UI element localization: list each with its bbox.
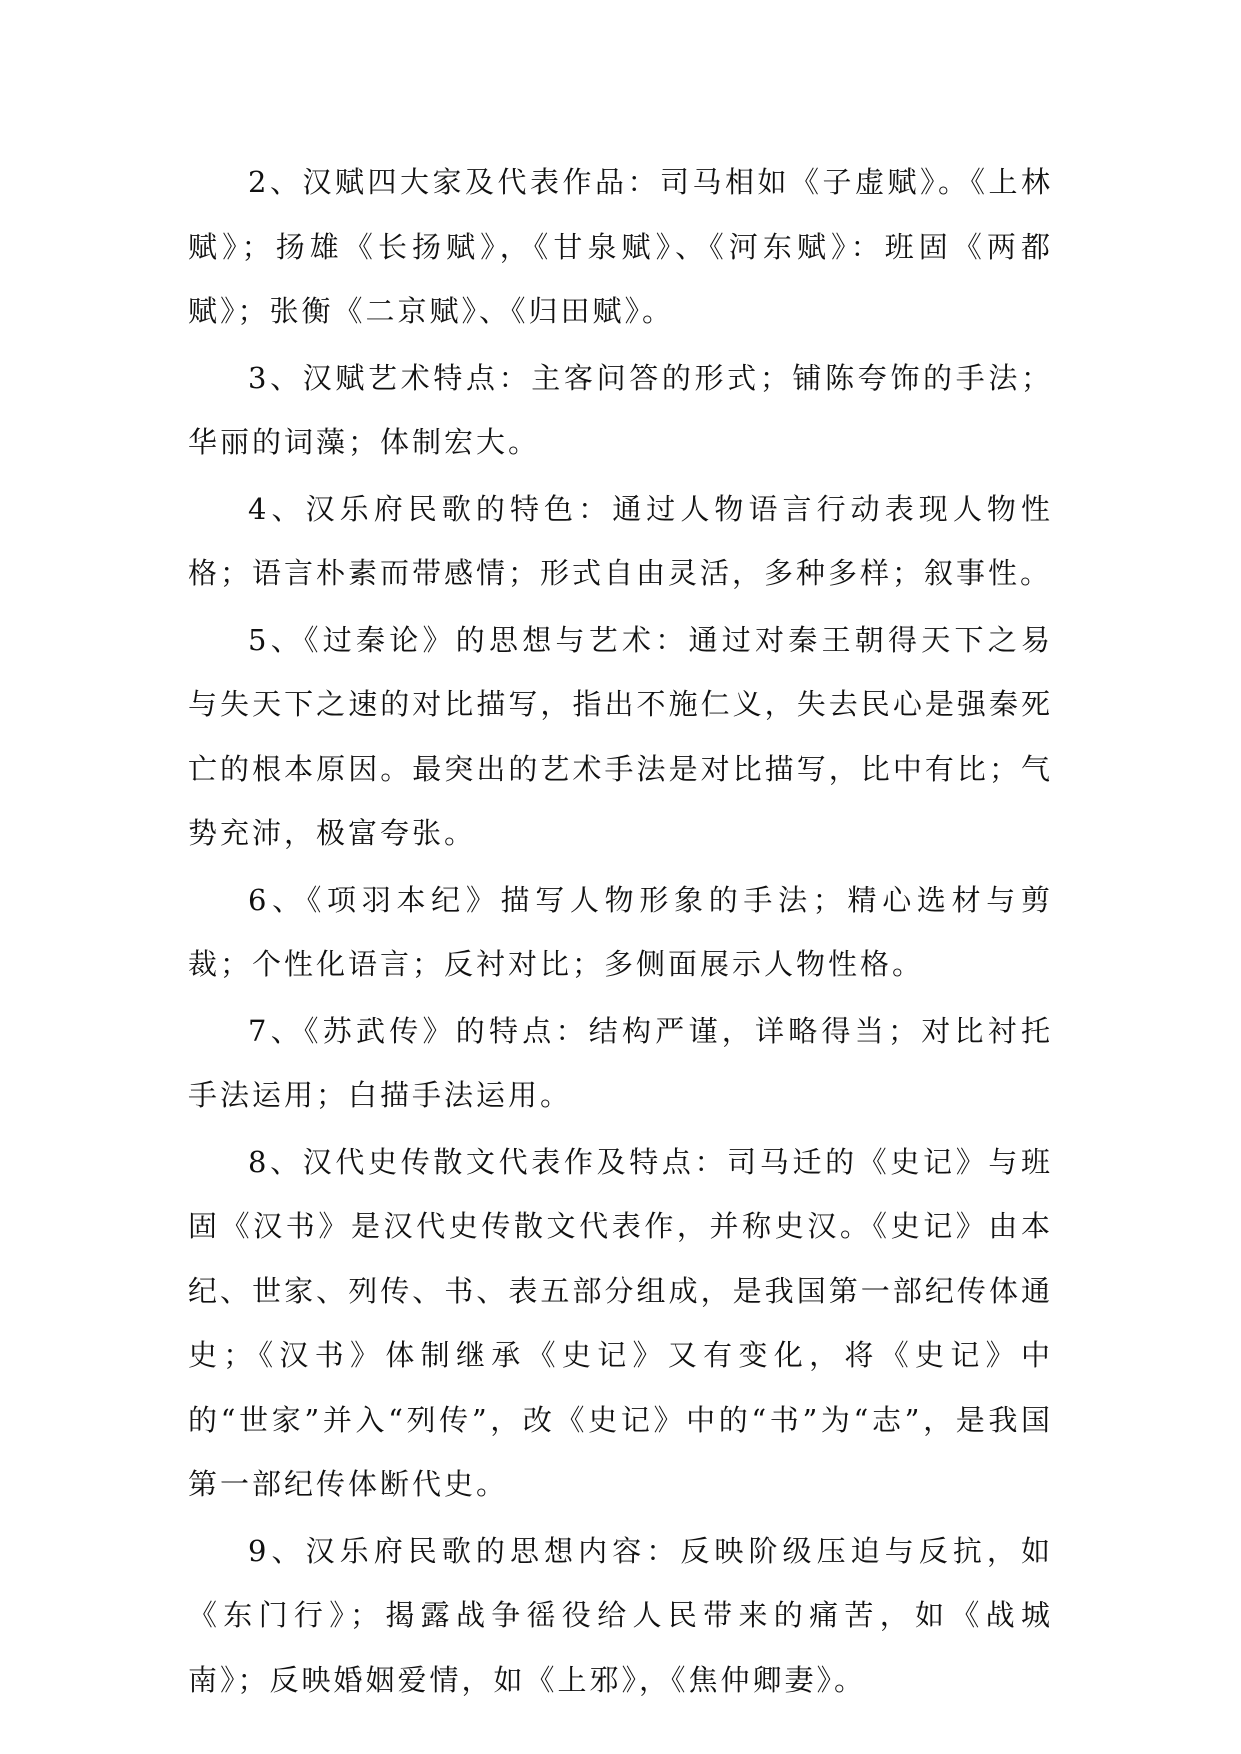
paragraph-item-7: 7、《苏武传》的特点：结构严谨，详略得当；对比衬托手法运用；白描手法运用。 <box>188 1013 1053 1112</box>
paragraph-item-4: 4、汉乐府民歌的特色：通过人物语言行动表现人物性格；语言朴素而带感情；形式自由灵活，多种多样；叙事性。 <box>188 491 1053 590</box>
paragraph-item-6: 6、《项羽本纪》描写人物形象的手法；精心选材与剪裁；个性化语言；反衬对比；多侧面展示人物性格。 <box>188 882 1053 981</box>
paragraph-item-3: 3、汉赋艺术特点：主客问答的形式；铺陈夸饰的手法；华丽的词藻；体制宏大。 <box>188 360 1053 459</box>
paragraph-item-2: 2、汉赋四大家及代表作品：司马相如《子虚赋》。《上林赋》；扬雄《长扬赋》，《甘泉赋》、《河东赋》：班固《两都赋》；张衡《二京赋》、《归田赋》。 <box>188 165 1053 328</box>
paragraph-item-9: 9、汉乐府民歌的思想内容：反映阶级压迫与反抗，如《东门行》；揭露战争徭役给人民带来的痛苦，如《战城南》；反映婚姻爱情，如《上邪》，《焦仲卿妻》。 <box>188 1533 1053 1697</box>
paragraph-item-8: 8、汉代史传散文代表作及特点：司马迁的《史记》与班固《汉书》是汉代史传散文代表作，并称史汉。《史记》由本纪、世家、列传、书、表五部分组成，是我国第一部纪传体通史；《汉书》体制继承《史记》又有变化，将《史记》中的“世家”并入“列传”，改《史记》中的“书”为“志”，是我国第一部纪传体断代史。 <box>188 1144 1053 1501</box>
paragraph-item-5: 5、《过秦论》的思想与艺术：通过对秦王朝得天下之易与失天下之速的对比描写，指出不施仁义，失去民心是强秦死亡的根本原因。最突出的艺术手法是对比描写，比中有比；气势充沛，极富夸张。 <box>188 622 1053 850</box>
document-body <box>188 150 1053 1714</box>
